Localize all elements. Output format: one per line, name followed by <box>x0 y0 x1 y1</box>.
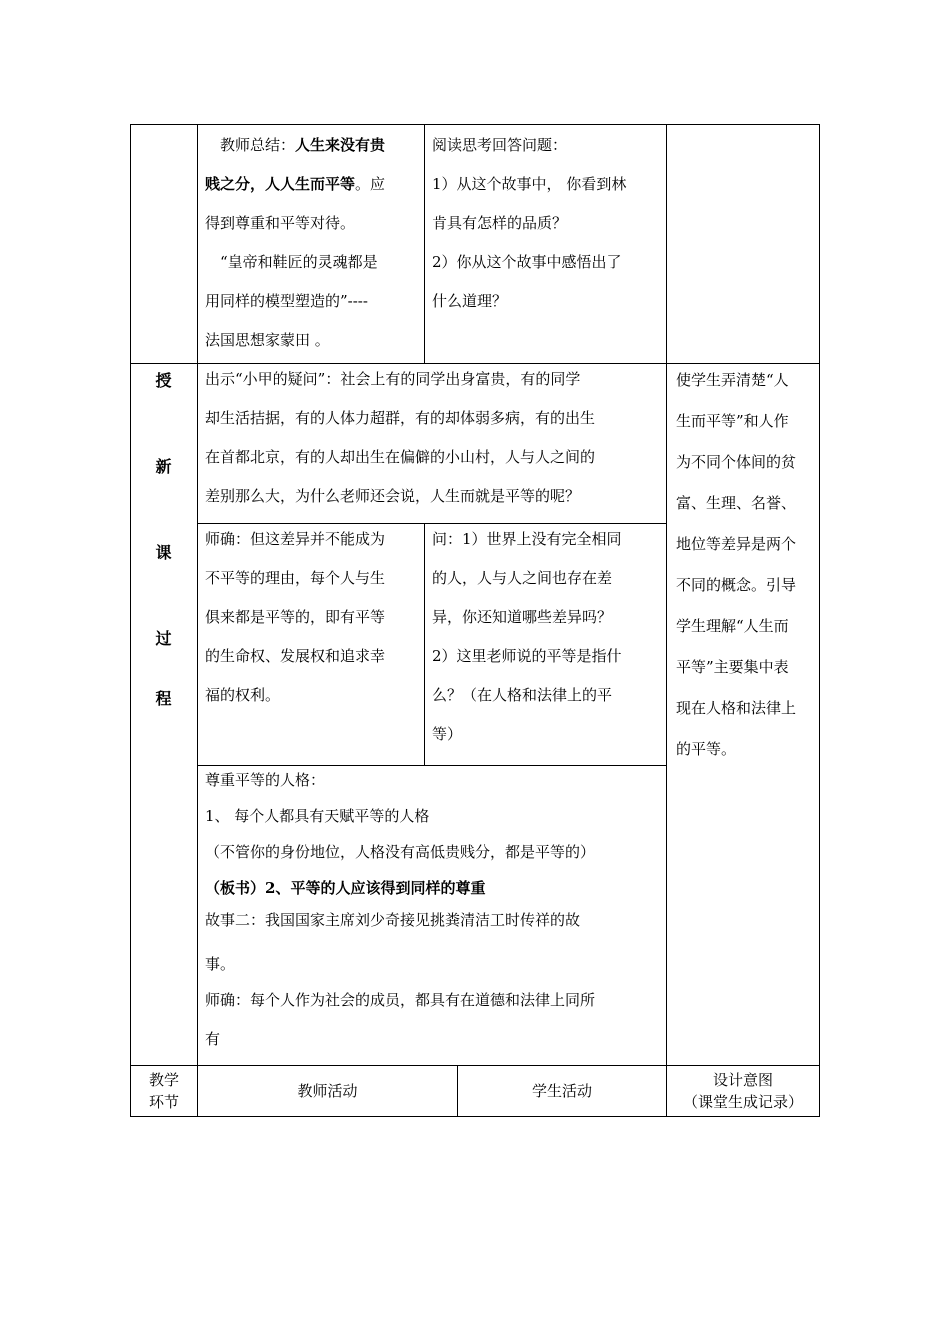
teacher-summary-line: 贱之分，人人生而平等。应 <box>205 175 386 193</box>
header-stage-l2: 环节 <box>148 1093 179 1111</box>
student-line: 异，你还知道哪些差异吗？ <box>432 608 613 626</box>
story-line: 故事二：我国国家主席刘少奇接见挑粪清洁工时传祥的故 <box>205 911 581 929</box>
student-line: 2）这里老师说的平等是指什 <box>432 647 622 665</box>
quote-line: “皇帝和鞋匠的灵魂都是 <box>220 253 378 271</box>
rule-row1-mid <box>424 124 425 364</box>
row1-teacher-cell <box>205 126 421 360</box>
intro-line: 差别那么大，为什么老师还会说，人生而就是平等的呢？ <box>205 487 581 505</box>
header-design-l1: 设计意图 <box>712 1071 773 1089</box>
teacher-line: 不平等的理由，每个人与生 <box>205 569 386 587</box>
student-line: 2）你从这个故事中感悟出了 <box>432 253 622 271</box>
stage-char: 新 <box>155 457 172 476</box>
teacher-line: 福的权利。 <box>205 686 281 704</box>
header-design <box>667 1066 819 1116</box>
teacher-line: 师确：但这差异并不能成为 <box>205 530 386 548</box>
header-student <box>458 1066 666 1116</box>
row2-student-cell <box>432 520 664 754</box>
stage-label <box>130 364 197 1064</box>
design-line: 的平等。 <box>676 740 737 758</box>
design-line: 生而平等”和人作 <box>676 412 789 430</box>
stage-char: 课 <box>155 543 172 562</box>
design-line: 地位等差异是两个 <box>676 535 797 553</box>
header-teacher <box>198 1066 457 1116</box>
point-1-note: （不管你的身份地位，人格没有高低贵贱分，都是平等的） <box>205 843 596 861</box>
rule-design-left <box>666 124 667 1117</box>
teacher-line: 的生命权、发展权和追求幸 <box>205 647 386 665</box>
row2-teacher-cell <box>205 520 421 715</box>
teacher-confirm-line: 有 <box>205 1030 221 1048</box>
rule-top <box>130 124 820 125</box>
student-line: 什么道理？ <box>432 292 508 310</box>
student-line: 阅读思考回答问题： <box>432 136 568 154</box>
student-line: 么？（在人格和法律上的平 <box>432 686 613 704</box>
intro-question-cell <box>205 360 665 516</box>
rule-stage-right <box>197 124 198 1117</box>
design-line: 为不同个体间的贫 <box>676 453 797 471</box>
design-line: 现在人格和法律上 <box>676 699 797 717</box>
design-line: 使学生弄清楚“人 <box>676 371 789 389</box>
student-line: 等） <box>432 725 463 743</box>
intro-line: 却生活拮据，有的人体力超群，有的却体弱多病，有的出生 <box>205 409 596 427</box>
header-student-label: 学生活动 <box>531 1082 592 1100</box>
board-note: （板书）2、平等的人应该得到同样的尊重 <box>205 879 486 897</box>
rule-right <box>819 124 820 1117</box>
story-line: 事。 <box>205 955 236 973</box>
teacher-line: 俱来都是平等的，即有平等 <box>205 608 386 626</box>
header-design-l2: （课堂生成记录） <box>682 1093 803 1111</box>
design-line: 学生理解“人生而 <box>676 617 789 635</box>
teacher-confirm-line: 师确：每个人作为社会的成员，都具有在道德和法律上同所 <box>205 991 596 1009</box>
rule-subrow-mid <box>424 523 425 766</box>
student-line: 肯具有怎样的品质？ <box>432 214 568 232</box>
intro-line: 在首都北京，有的人却出生在偏僻的小山村，人与人之间的 <box>205 448 596 466</box>
header-teacher-label: 教师活动 <box>297 1082 358 1100</box>
student-line: 1）从这个故事中， 你看到林 <box>432 175 627 193</box>
stage-char: 程 <box>155 689 172 708</box>
design-intent-cell <box>676 360 818 770</box>
design-line: 平等”主要集中表 <box>676 658 789 676</box>
rule-bottom <box>130 1116 820 1117</box>
row1-student-cell <box>432 126 664 321</box>
design-line: 不同的概念。引导 <box>676 576 797 594</box>
section-heading: 尊重平等的人格： <box>205 771 326 789</box>
teacher-summary-line: 得到尊重和平等对待。 <box>205 214 356 232</box>
quote-line: 用同样的模型塑造的”---- <box>205 292 368 310</box>
quote-attribution: 法国思想家蒙田 。 <box>205 331 330 349</box>
rule-subrow-bottom <box>197 765 666 766</box>
header-stage <box>131 1066 197 1116</box>
design-line: 富、生理、名誉、 <box>676 494 797 512</box>
stage-char: 授 <box>155 371 172 390</box>
student-line: 的人，人与人之间也存在差 <box>432 569 613 587</box>
point-1: 1、 每个人都具有天赋平等的人格 <box>205 807 430 825</box>
stage-char: 过 <box>155 629 172 648</box>
intro-line: 出示“小甲的疑问”：社会上有的同学出身富贵，有的同学 <box>205 370 581 388</box>
student-line: 问：1）世界上没有完全相同 <box>432 530 622 548</box>
teacher-summary-line: 教师总结：人生来没有贵 <box>220 136 386 154</box>
header-stage-l1: 教学 <box>148 1071 179 1089</box>
